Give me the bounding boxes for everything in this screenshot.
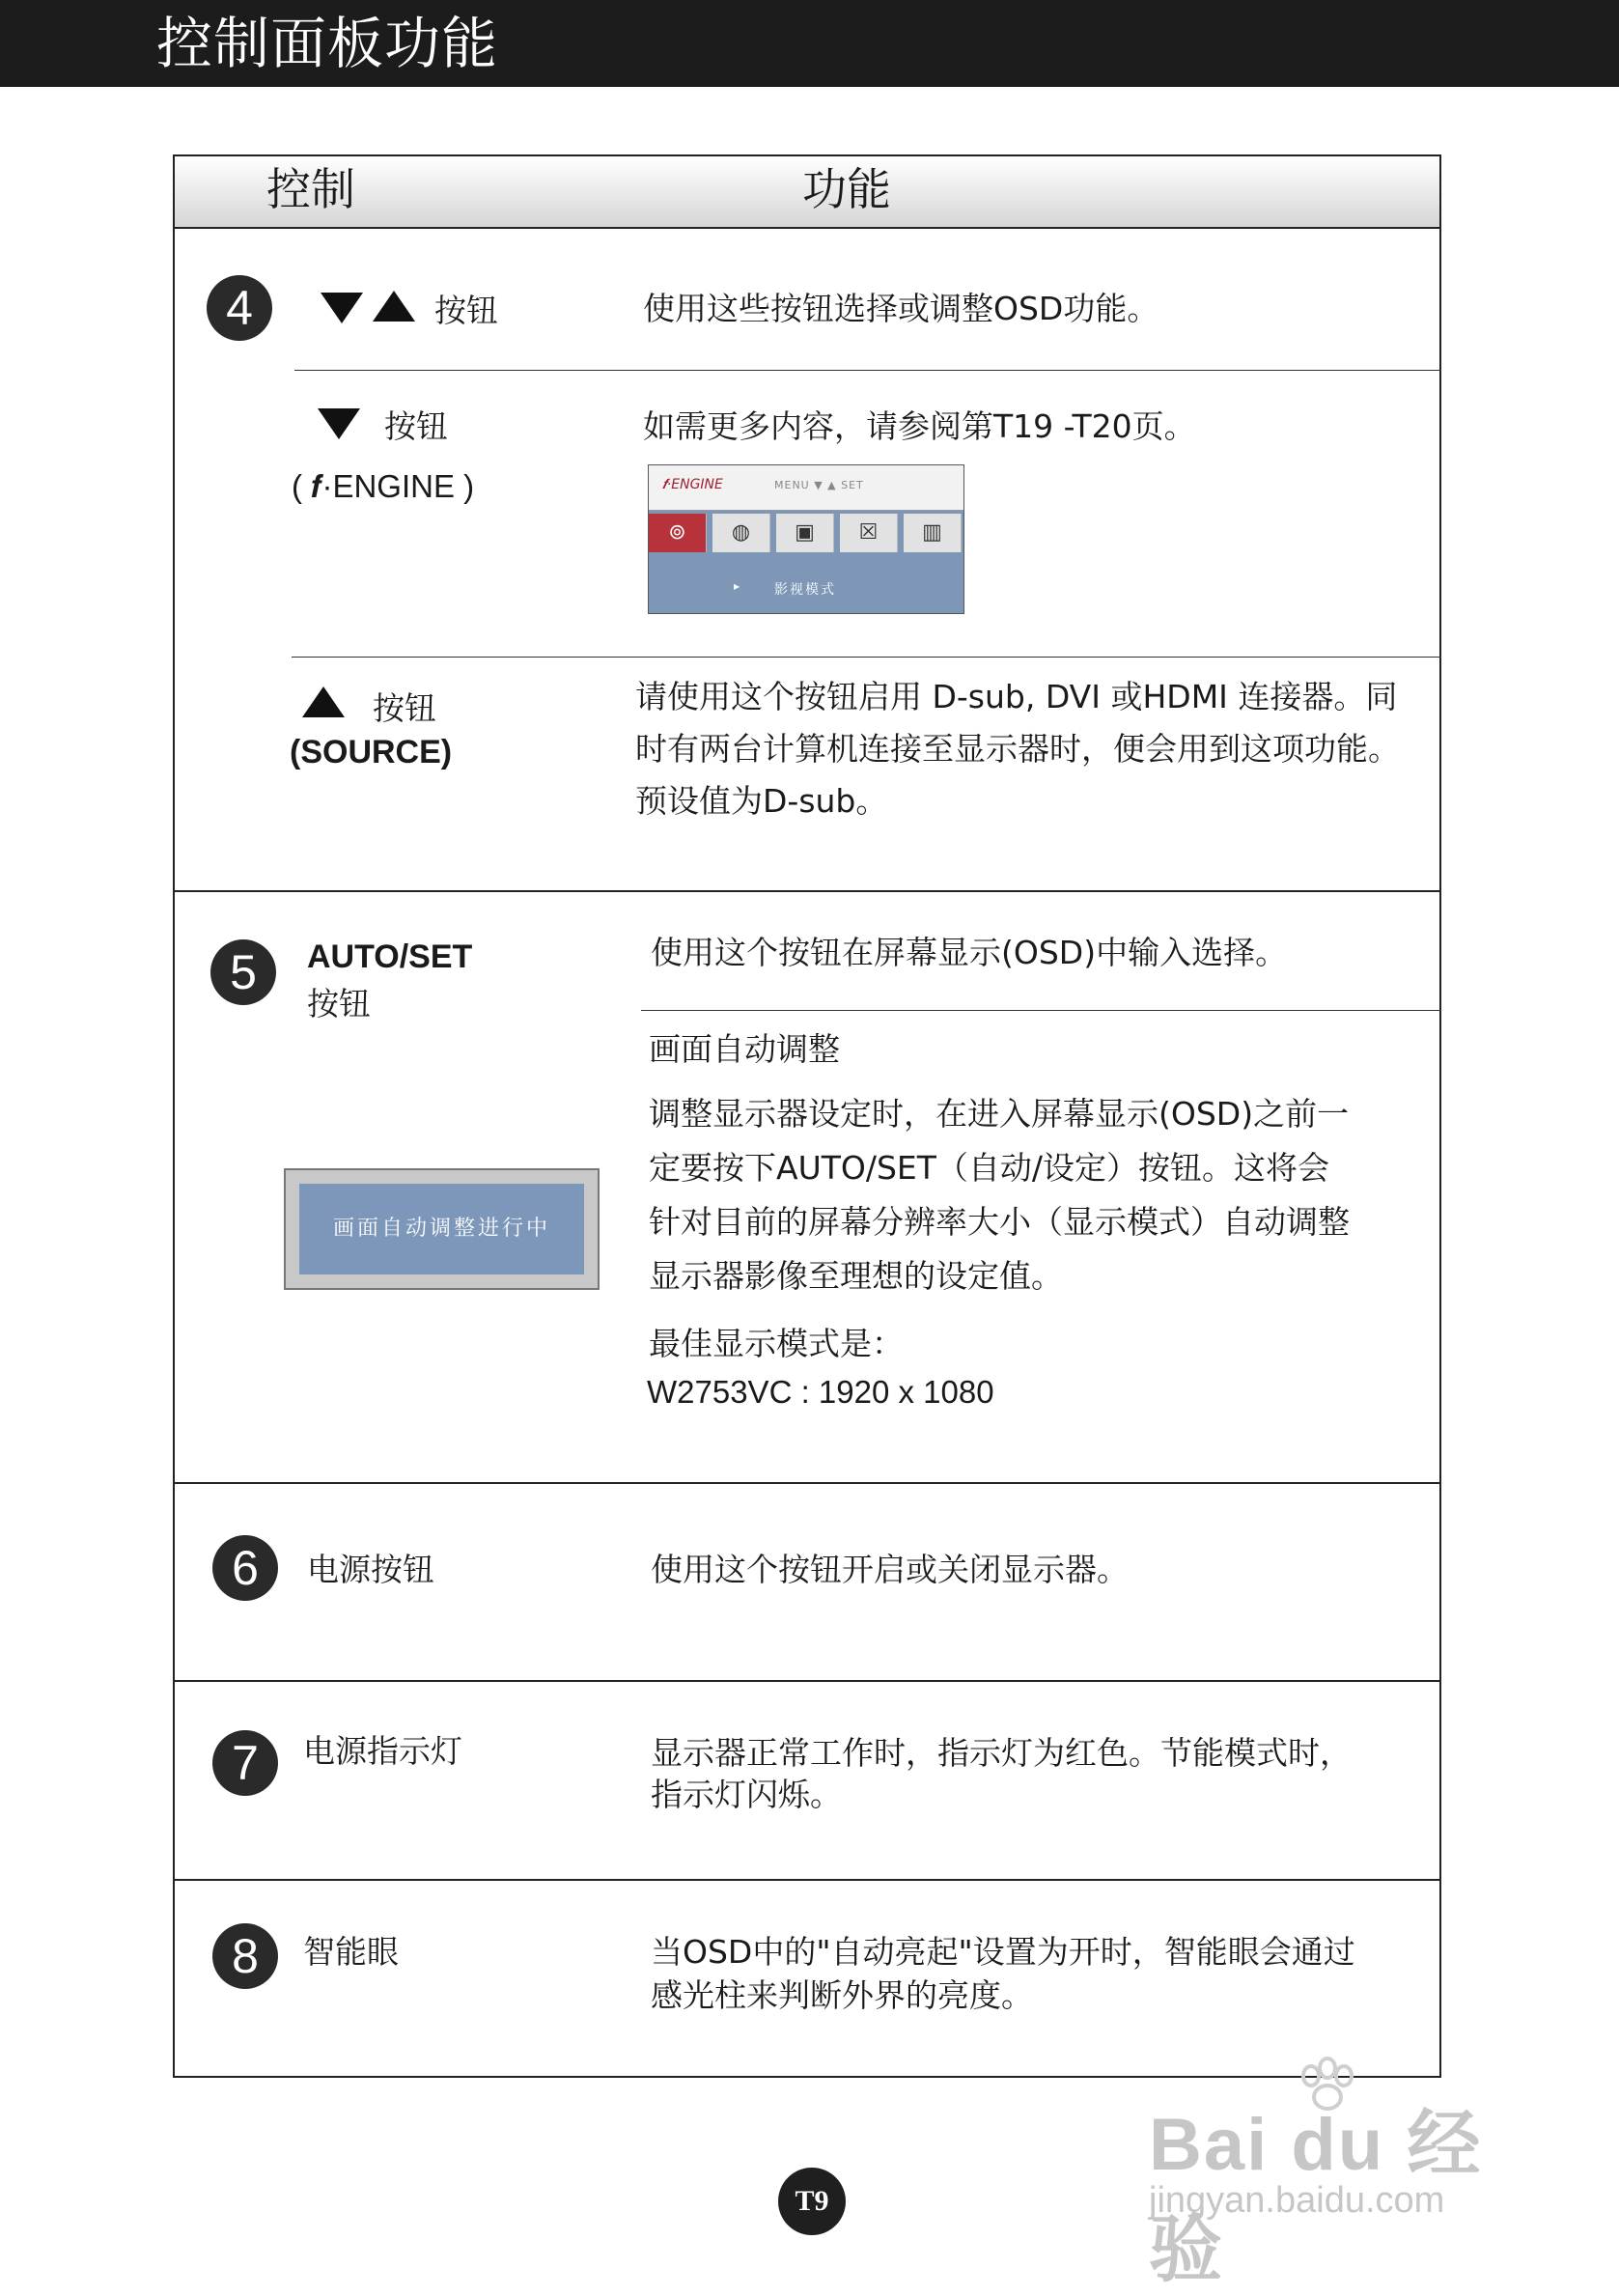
down-arrow-icon xyxy=(318,408,360,439)
row-number-8: 8 xyxy=(212,1923,278,1989)
desc-line: 显示器影像至理想的设定值。 xyxy=(649,1257,1063,1295)
osd-controls: MENU ▼ ▲ SET xyxy=(774,479,864,491)
function-text: 使用这个按钮开启或关闭显示器。 xyxy=(651,1551,1129,1588)
osd-pointer-icon: ▸ xyxy=(734,579,740,593)
osd-menu-preview xyxy=(648,464,964,614)
function-text: 如需更多内容，请参阅第T19 -T20页。 xyxy=(643,407,1196,445)
row-separator xyxy=(173,1680,1441,1682)
down-arrow-icon xyxy=(321,293,363,323)
page-number-badge: T9 xyxy=(778,2168,846,2235)
header-control: 控制 xyxy=(266,163,355,215)
function-text: 使用这个按钮在屏幕显示(OSD)中输入选择。 xyxy=(651,934,1288,971)
control-label: 按钮 xyxy=(384,407,448,445)
row-number-7: 7 xyxy=(212,1730,278,1796)
close-icon: ☒ xyxy=(840,514,898,552)
control-label: 按钮 xyxy=(434,292,498,329)
row-separator xyxy=(173,890,1441,892)
row-number-6: 6 xyxy=(212,1535,278,1601)
internet-icon: ◍ xyxy=(712,514,770,552)
auto-adjust-message: 画面自动调整进行中 xyxy=(299,1184,584,1274)
function-line: 时有两台计算机连接至显示器时，便会用到这项功能。 xyxy=(635,730,1400,768)
function-text: 使用这些按钮选择或调整OSD功能。 xyxy=(643,290,1159,327)
desc-line: 调整显示器设定时，在进入屏幕显示(OSD)之前一 xyxy=(649,1095,1350,1133)
divider xyxy=(294,370,1441,371)
watermark-url: jingyan.baidu.com xyxy=(1149,2180,1445,2221)
control-label: 智能眼 xyxy=(303,1933,399,1971)
title-bar xyxy=(0,0,1619,87)
up-arrow-icon xyxy=(302,686,345,717)
control-label: 电源指示灯 xyxy=(303,1732,462,1770)
desc-line: 针对目前的屏幕分辨率大小（显示模式）自动调整 xyxy=(649,1203,1350,1241)
best-mode-value: W2753VC : 1920 x 1080 xyxy=(647,1374,994,1410)
control-sublabel: 按钮 xyxy=(307,985,371,1022)
row-separator xyxy=(173,1482,1441,1484)
osd-mode-label: 影视模式 xyxy=(774,582,836,598)
osd-brand: 𝒇·ENGINE xyxy=(662,477,723,492)
function-line: 指示灯闪烁。 xyxy=(651,1776,842,1813)
control-label: 按钮 xyxy=(373,689,436,727)
desc-line: 定要按下AUTO/SET（自动/设定）按钮。这将会 xyxy=(649,1149,1330,1187)
subhead: 画面自动调整 xyxy=(649,1030,840,1068)
movie-icon: ⊚ xyxy=(649,514,707,552)
osd-icons xyxy=(649,510,963,556)
function-line: 预设值为D-sub。 xyxy=(635,782,888,820)
watermark-brand: Bai du 经验 xyxy=(1149,2104,1483,2291)
row-separator xyxy=(173,1879,1441,1881)
function-line: 显示器正常工作时，指示灯为红色。节能模式时， xyxy=(651,1734,1352,1772)
source-label: (SOURCE) xyxy=(290,734,453,770)
row-number-4: 4 xyxy=(207,275,272,341)
header-function: 功能 xyxy=(802,163,891,215)
table-header xyxy=(175,156,1439,229)
control-label: AUTO/SET xyxy=(307,938,473,975)
baidu-watermark xyxy=(1149,2057,1535,2291)
picture-icon: ▣ xyxy=(776,514,834,552)
osd-top-bar xyxy=(649,465,963,511)
control-label: 电源按钮 xyxy=(307,1551,434,1588)
fengine-label: ( 𝒇·ENGINE ) xyxy=(292,468,475,504)
up-arrow-icon xyxy=(373,291,415,322)
divider xyxy=(641,1010,1441,1011)
divider xyxy=(292,657,1441,658)
function-line: 请使用这个按钮启用 D-sub, DVI 或HDMI 连接器。同 xyxy=(635,678,1398,715)
function-line: 感光柱来判断外界的亮度。 xyxy=(651,1976,1033,2014)
gradient-icon: ▥ xyxy=(904,514,962,552)
auto-adjust-dialog xyxy=(284,1168,600,1290)
function-line: 当OSD中的"自动亮起"设置为开时，智能眼会通过 xyxy=(651,1933,1355,1971)
best-mode-label: 最佳显示模式是： xyxy=(649,1325,904,1362)
page-title: 控制面板功能 xyxy=(156,11,499,76)
row-number-5: 5 xyxy=(210,939,276,1005)
